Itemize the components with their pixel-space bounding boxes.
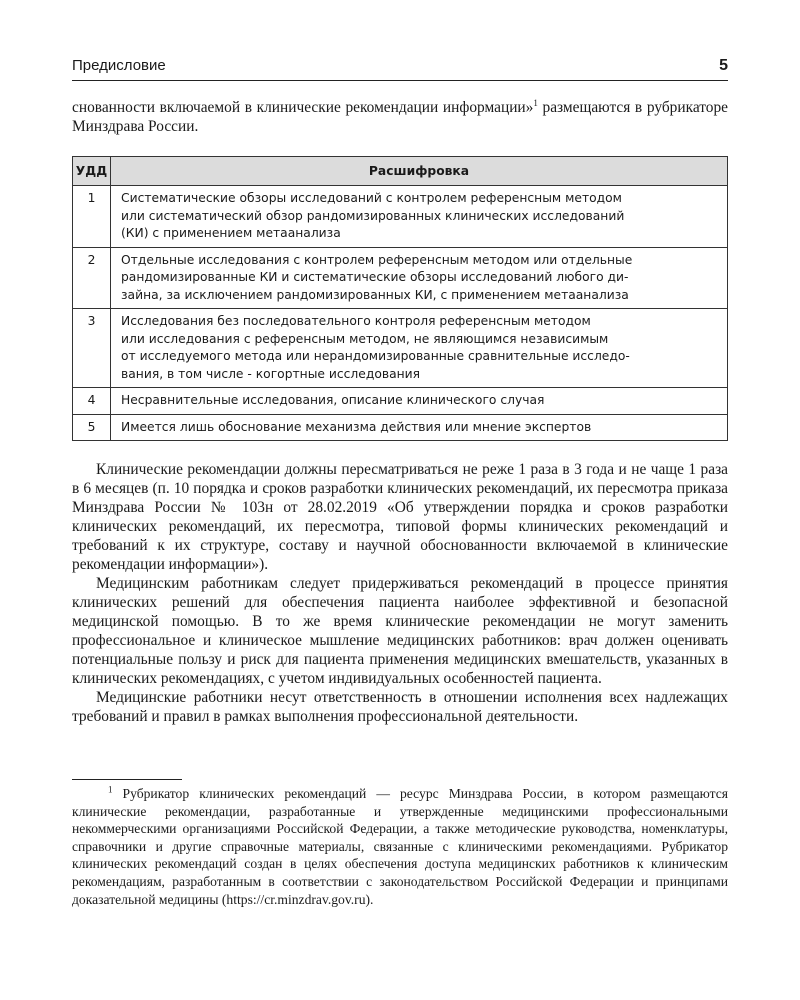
running-header: [72, 57, 728, 75]
description-line: от исследуемого метода или нерандомизированные сравнительные исследо-: [121, 349, 630, 363]
intro-paragraph: [72, 98, 728, 136]
level-cell: 5: [73, 414, 111, 441]
footnote-rule: [72, 779, 182, 780]
description-line: зайна, за исключением рандомизированных КИ, с применением метаанализа: [121, 287, 629, 302]
body-text: [72, 460, 728, 726]
section-title: Предисловие: [72, 57, 166, 74]
description-cell: [111, 388, 728, 415]
description-line: Имеется лишь обоснование механизма действия или мнение экспертов: [121, 419, 592, 434]
table-header-row: [73, 157, 728, 186]
column-header-description: Расшифровка: [111, 157, 728, 186]
header-rule: [72, 80, 728, 81]
level-cell: 1: [73, 186, 111, 248]
table-row: [73, 309, 728, 388]
description-line: вания, в том числе - когортные исследования: [121, 366, 421, 381]
footnote-reference[interactable]: 1: [533, 97, 538, 108]
description-cell: [111, 186, 728, 248]
footnote-text: Рубрикатор клинических рекомендаций — ресурс Минздрава России, в котором размещаются клинические рекомендации, разработанные и утвержденные медицинскими профессиональными некоммерческими организациями Российской Федерации, а также методические руководства, номенклатуры, справочники и другие справочные материалы, связанные с клиническими рекомендациями. Рубрикатор клинических рекомендаций создан в целях обеспечения доступа медицинских работников к клиническим рекомендациям, разработанным в соответствии с законодательством Российской Федерации и принципами доказательной медицины (https://cr.minzdrav.gov.ru).: [72, 786, 728, 907]
level-cell: 2: [73, 247, 111, 309]
description-line: (КИ) с применением метаанализа: [121, 226, 341, 240]
description-line: Систематические обзоры исследований с контролем референсным методом: [121, 191, 622, 205]
intro-text-end: размещаются в рубрикаторе Минздрава России.: [72, 99, 728, 135]
footnote-marker: 1: [108, 784, 113, 795]
intro-text: снованности включаемой в клинические рекомендации информации»: [72, 99, 534, 116]
description-line: или исследования с референсным методом, не являющимся независимым: [121, 331, 609, 346]
description-cell: [111, 309, 728, 388]
paragraph-guidance: Медицинским работникам следует придерживаться рекомендаций в процессе принятия клинических решений для обеспечения пациента наиболее эффективной и безопасной медицинской помощью. В то же время клинические рекомендации не могут заменить профессиональное и клиническое мышление медицинских работников: врач должен оценивать потенциальные пользу и риск для пациента применения медицинских вмешательств, указанных в клинических рекомендациях, с учетом индивидуальных особенностей пациента.: [72, 575, 728, 687]
description-line: Отдельные исследования с контролем референсным методом или отдельные: [121, 252, 633, 267]
table-row: [73, 186, 728, 248]
description-line: рандомизированные КИ и систематические обзоры исследований любого ди-: [121, 270, 629, 284]
column-header-udd: УДД: [73, 157, 111, 186]
page-number: 5: [719, 57, 728, 74]
paragraph-responsibility: Медицинские работники несут ответственность в отношении исполнения всех надлежащих требований и правил в рамках выполнения профессиональной деятельности.: [72, 689, 728, 725]
evidence-levels-table: [72, 156, 728, 441]
description-line: или систематический обзор рандомизированных клинических исследований: [121, 208, 625, 223]
description-line: Несравнительные исследования, описание клинического случая: [121, 393, 545, 407]
level-cell: 3: [73, 309, 111, 388]
description-cell: [111, 414, 728, 441]
table-row: [73, 247, 728, 309]
level-cell: 4: [73, 388, 111, 415]
paragraph-revision: Клинические рекомендации должны пересматриваться не реже 1 раза в 3 года и не чаще 1 раза в 6 месяцев (п. 10 порядка и сроков разработки клинических рекомендаций, их пересмотра приказа Минздрава России № 103н от 28.02.2019 «Об утверждении порядка и сроков разработки клинических рекомендаций, их пересмотра, типовой формы клинических рекомендаций и требований к их структуре, составу и научной обоснованности включаемой в клинические рекомендации информации»).: [72, 461, 728, 573]
description-cell: [111, 247, 728, 309]
table-row: [73, 388, 728, 415]
footnote: [72, 785, 728, 908]
table-row: [73, 414, 728, 441]
description-line: Исследования без последовательного контроля референсным методом: [121, 314, 591, 328]
